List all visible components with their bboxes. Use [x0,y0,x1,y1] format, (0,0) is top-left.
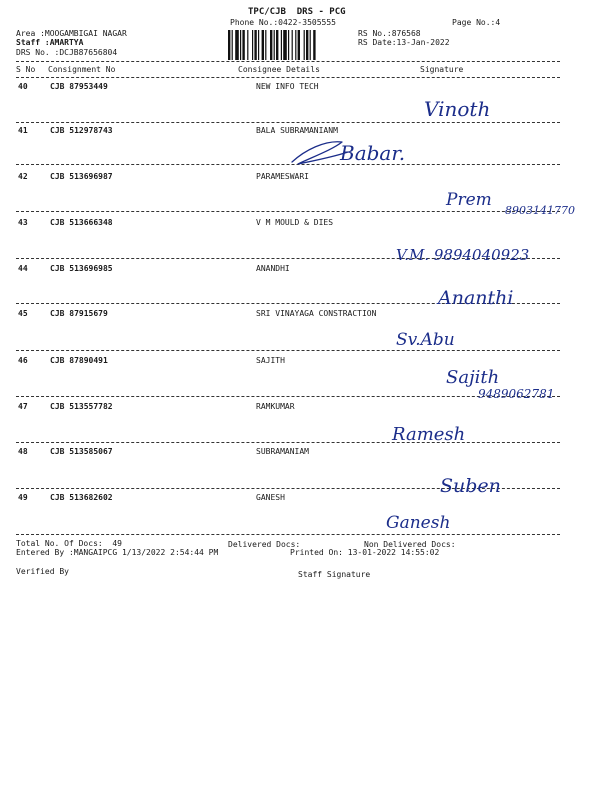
barcode-bar [295,30,296,60]
barcode-bar [240,30,241,60]
barcode-bar [235,30,239,60]
staff-signature-label: Staff Signature [298,570,371,579]
barcode-bar [232,30,233,60]
row-sno: 49 [18,493,28,502]
row-sno: 46 [18,356,28,365]
verified-by: Verified By [16,567,69,576]
total-docs: Total No. Of Docs: 49 [16,539,122,548]
row-sno: 45 [18,309,28,318]
barcode-bar [288,30,289,60]
signature: Ananthi [438,287,514,309]
row-consignee: V M MOULD & DIES [256,218,334,227]
row-sno: 41 [18,126,28,135]
entered-by: Entered By :MANGAIPCG 1/13/2022 2:54:44 PM [16,548,219,557]
staff: Staff :AMARTYA [16,38,84,47]
row-sno: 48 [18,447,28,456]
barcode-bar [258,30,259,60]
printed-on: Printed On: 13-01-2022 14:55:02 [290,548,440,557]
drs-number: DRS No. :DCJB87656804 [16,48,118,57]
row-consignment-no: CJB 513666348 [50,218,113,227]
signature-phone: 8903141770 [505,204,575,217]
barcode-bar [283,30,287,60]
row-consignee: BALA SUBRAMANIANM [256,126,338,135]
barcode-bar [304,30,305,60]
column-header-signature: Signature [420,65,464,74]
signature: Prem [446,190,492,210]
barcode-bar [281,30,282,60]
divider [16,534,560,535]
row-sno: 42 [18,172,28,181]
row-sno: 43 [18,218,28,227]
barcode-bar [228,30,230,60]
document-title: TPC/CJB DRS - PCG [248,7,346,17]
barcode-bar [306,30,308,60]
signature-phone: 9489062781 [478,387,555,401]
row-consignment-no: CJB 513696987 [50,172,113,181]
barcode-bar [270,30,272,60]
signature: Ramesh [392,424,466,445]
rs-date: RS Date:13-Jan-2022 [358,38,450,47]
row-consignee: GANESH [256,493,285,502]
barcode-bar [274,30,275,60]
divider [16,122,560,123]
column-header-consignee: Consignee Details [238,65,320,74]
row-consignee: RAMKUMAR [256,402,295,411]
signature-scribble [292,142,348,164]
barcode-bar [247,30,248,60]
signature: V.M. 9894040923 [396,246,530,264]
row-consignment-no: CJB 513585067 [50,447,113,456]
row-consignee: SAJITH [256,356,285,365]
signature: Vinoth [424,97,491,121]
row-sno: 47 [18,402,28,411]
signature: Ganesh [386,513,451,533]
row-consignment-no: CJB 87915679 [50,309,108,318]
column-header-consignment: Consignment No [48,65,116,74]
row-consignee: SUBRAMANIAM [256,447,309,456]
barcode-bar [252,30,253,60]
divider [16,61,560,62]
divider [16,164,560,165]
divider [16,350,560,351]
barcode-bar [276,30,278,60]
row-consignment-no: CJB 513557782 [50,402,113,411]
barcode-bar [262,30,264,60]
divider [16,258,560,259]
row-consignment-no: CJB 512978743 [50,126,113,135]
column-header-sno: S No [16,65,36,74]
divider [16,303,560,304]
rs-number: RS No.:876568 [358,29,421,38]
page-number: Page No.:4 [452,18,501,27]
row-consignment-no: CJB 513682602 [50,493,113,502]
delivered-docs: Delivered Docs: [228,540,301,549]
divider [16,396,560,397]
row-consignment-no: CJB 513696985 [50,264,113,273]
barcode-image [228,30,350,60]
barcode-bar [310,30,311,60]
row-sno: 44 [18,264,28,273]
barcode-bar [265,30,266,60]
phone-number: Phone No.:0422-3505555 [230,18,336,27]
signature: Sv.Abu [396,330,455,350]
signature: Babar. [340,141,406,165]
barcode-bar [298,30,300,60]
row-consignment-no: CJB 87890491 [50,356,108,365]
row-consignee: SRI VINAYAGA CONSTRACTION [256,309,377,318]
row-consignee: PARAMESWARI [256,172,309,181]
row-consignee: NEW INFO TECH [256,82,319,91]
barcode-bar [254,30,256,60]
divider [16,77,560,78]
signature: Sajith [446,367,500,388]
barcode-bar [242,30,244,60]
divider [16,488,560,489]
row-consignment-no: CJB 87953449 [50,82,108,91]
area: Area :MOOGAMBIGAI NAGAR [16,29,127,38]
signature: Suben [440,475,501,497]
non-delivered-docs: Non Delivered Docs: [364,540,456,549]
barcode-bar [313,30,315,60]
row-sno: 40 [18,82,28,91]
barcode-bar [292,30,293,60]
row-consignee: ANANDHI [256,264,290,273]
divider [16,442,560,443]
divider [16,211,560,212]
